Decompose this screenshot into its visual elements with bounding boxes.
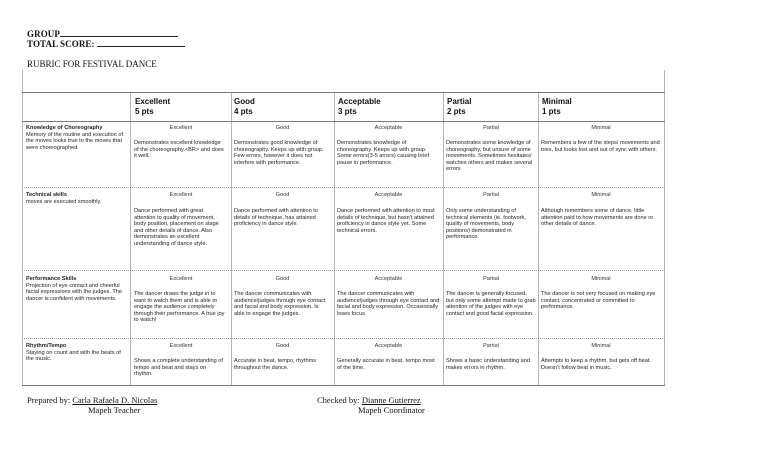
criterion-description: Projection of eye contact and cheerful facial expressions with the judges. The dancer is confident with movements. xyxy=(26,282,122,302)
rubric-cell: The dancer is not very focused on making eye contact, concentrated or committed to performance. xyxy=(541,291,656,311)
column-header-excellent xyxy=(135,97,170,116)
column-points: 3 pts xyxy=(338,106,357,116)
level-label: Excellent xyxy=(169,192,193,198)
rubric-cell: The dancer is generally focused, but only some attempt made to grab attention of the judges with eye contact and good facial expression. xyxy=(446,291,536,317)
total-score-blank-line xyxy=(97,38,185,47)
column-name: Good xyxy=(234,97,255,106)
total-score-label: TOTAL SCORE: xyxy=(27,39,95,49)
rubric-table xyxy=(22,70,665,386)
level-label: Good xyxy=(275,276,290,282)
rubric-cell: Demonstrates some knowledge of choreography, but unsure of some movements. Sometimes hesitates/ watches others and makes several errors xyxy=(446,140,533,173)
column-points: 4 pts xyxy=(234,106,253,116)
criterion-name: Technical skills xyxy=(26,192,67,198)
column-header-acceptable xyxy=(338,97,381,116)
level-label: Minimal xyxy=(591,276,611,282)
checked-by-name: Dianne Gutierrez xyxy=(361,395,421,405)
rubric-cell: Demonstrates excellent knowledge of the choreography.<BR> and does it well. xyxy=(134,140,224,160)
level-label: Acceptable xyxy=(374,276,403,282)
criterion-cell xyxy=(26,343,126,363)
prepared-by xyxy=(27,395,157,405)
level-label: Partial xyxy=(483,276,499,282)
level-label: Partial xyxy=(483,192,499,198)
criterion-cell xyxy=(26,192,126,205)
level-label: Good xyxy=(275,192,290,198)
row-divider xyxy=(22,338,665,339)
column-divider xyxy=(538,92,539,386)
column-divider xyxy=(130,92,131,386)
level-label: Excellent xyxy=(169,343,193,349)
column-name: Partial xyxy=(447,97,472,106)
level-label: Minimal xyxy=(591,125,611,131)
column-name: Minimal xyxy=(542,97,572,106)
header-bottom-rule xyxy=(22,121,665,122)
rubric-cell: Demonstrates knowledge of choreography. Keeps up with group. Some errors(3-5 arrors) causing brief pause in performance. xyxy=(337,140,430,166)
level-label: Acceptable xyxy=(374,343,403,349)
column-points: 2 pts xyxy=(447,106,466,116)
rubric-cell: Generally accurate in beat, tempo most of the time. xyxy=(337,358,435,371)
rubric-cell: The dancer draws the judge in to want to watch them and is able to engage the audience completely through their performance. A true joy to watch! xyxy=(134,291,225,324)
prepared-by-label: Prepared by: xyxy=(27,395,71,405)
total-score-field xyxy=(27,38,185,49)
level-label: Excellent xyxy=(169,125,193,131)
level-label: Minimal xyxy=(591,343,611,349)
level-label: Partial xyxy=(483,343,499,349)
level-label: Minimal xyxy=(591,192,611,198)
group-label: GROUP xyxy=(27,29,60,39)
rubric-cell: Dance performed with great attention to quality of movement, body position, placement on stage and other details of dance. Also demonstrates an excellent understanding of dance style. xyxy=(134,208,219,247)
criterion-description: Staying on count and with the beats of the music. xyxy=(26,349,121,363)
level-label: Good xyxy=(275,343,290,349)
level-label: Acceptable xyxy=(374,192,403,198)
column-divider xyxy=(334,92,335,386)
rubric-cell: Attempts to keep a rhythm, but gets off beat. Doesn't follow beat in music. xyxy=(541,358,651,371)
rubric-cell: Only some understanding of technical elements (ie. footwork, quality of movements, body positions) demonstrated in performance. xyxy=(446,208,526,241)
rubric-cell: Dance performed with attention to details of technique, has attained proficiency in dance style. xyxy=(234,208,318,228)
criterion-cell xyxy=(26,125,126,151)
table-bottom-rule xyxy=(22,385,665,386)
level-label: Partial xyxy=(483,125,499,131)
prepared-by-role: Mapeh Teacher xyxy=(88,405,141,415)
criterion-name: Knowledge of Choreography xyxy=(26,125,103,131)
criterion-description: moves are executed smoothly. xyxy=(26,198,102,205)
rubric-cell: The dancer communicates with audience/judges through eye contact and facial and body expression. Is able to engage the judges. xyxy=(234,291,326,317)
column-name: Excellent xyxy=(135,97,171,106)
rubric-cell: Shows a complete understanding of tempo and beat and stays on rhythm. xyxy=(134,358,223,378)
rubric-cell: Accurate in beat, tempo, rhythms throughout the dance. xyxy=(234,358,317,371)
criterion-name: Performance Skills xyxy=(26,276,77,282)
level-label: Good xyxy=(275,125,290,131)
rubric-cell: Although remembers some of dance, little attention paid to how movements are done or other details of dance. xyxy=(541,208,654,228)
rubric-cell: Demonstrates good knowledge of choreography. Keeps up with group. Few errors, however it does not interfere with performance. xyxy=(234,140,324,166)
checked-by xyxy=(317,395,421,405)
criterion-cell xyxy=(26,276,126,302)
level-label: Acceptable xyxy=(374,125,403,131)
criterion-name: Rhythm/Tempo xyxy=(26,343,67,349)
rubric-cell: Remembers a few of the steps/ movements and tries, but looks lost and out of sync with others. xyxy=(541,140,660,153)
column-header-partial xyxy=(447,97,471,116)
level-label: Excellent xyxy=(169,276,193,282)
rubric-cell: Dance performed with attention to most details of technique, but hasn't attained proficiency in dance style yet. Some technical errors. xyxy=(337,208,435,234)
column-points: 5 pts xyxy=(135,106,154,116)
group-blank-line xyxy=(60,28,178,37)
row-divider xyxy=(22,187,665,188)
column-header-minimal xyxy=(542,97,572,116)
checked-by-label: Checked by: xyxy=(317,395,360,405)
prepared-by-name: Carla Rafaela D. Nicolas xyxy=(72,395,158,405)
column-name: Acceptable xyxy=(338,97,381,106)
column-points: 1 pts xyxy=(542,106,561,116)
rubric-title: RUBRIC FOR FESTIVAL DANCE xyxy=(27,59,157,69)
header-top-rule xyxy=(22,92,665,93)
criterion-description: Memory of the routine and execution of the moves looks true to the moves that were choreographed. xyxy=(26,131,124,151)
column-divider xyxy=(443,92,444,386)
column-header-good xyxy=(234,97,255,116)
rubric-cell: The dancer communicates with audience/judges through eye contact and facial and body expression. Occasionally loses focus. xyxy=(337,291,440,317)
rubric-cell: Shows a basic understanding and makes errors in rhythm. xyxy=(446,358,530,371)
checked-by-role: Mapeh Coordinator xyxy=(358,405,425,415)
column-divider xyxy=(231,92,232,386)
row-divider xyxy=(22,270,665,271)
